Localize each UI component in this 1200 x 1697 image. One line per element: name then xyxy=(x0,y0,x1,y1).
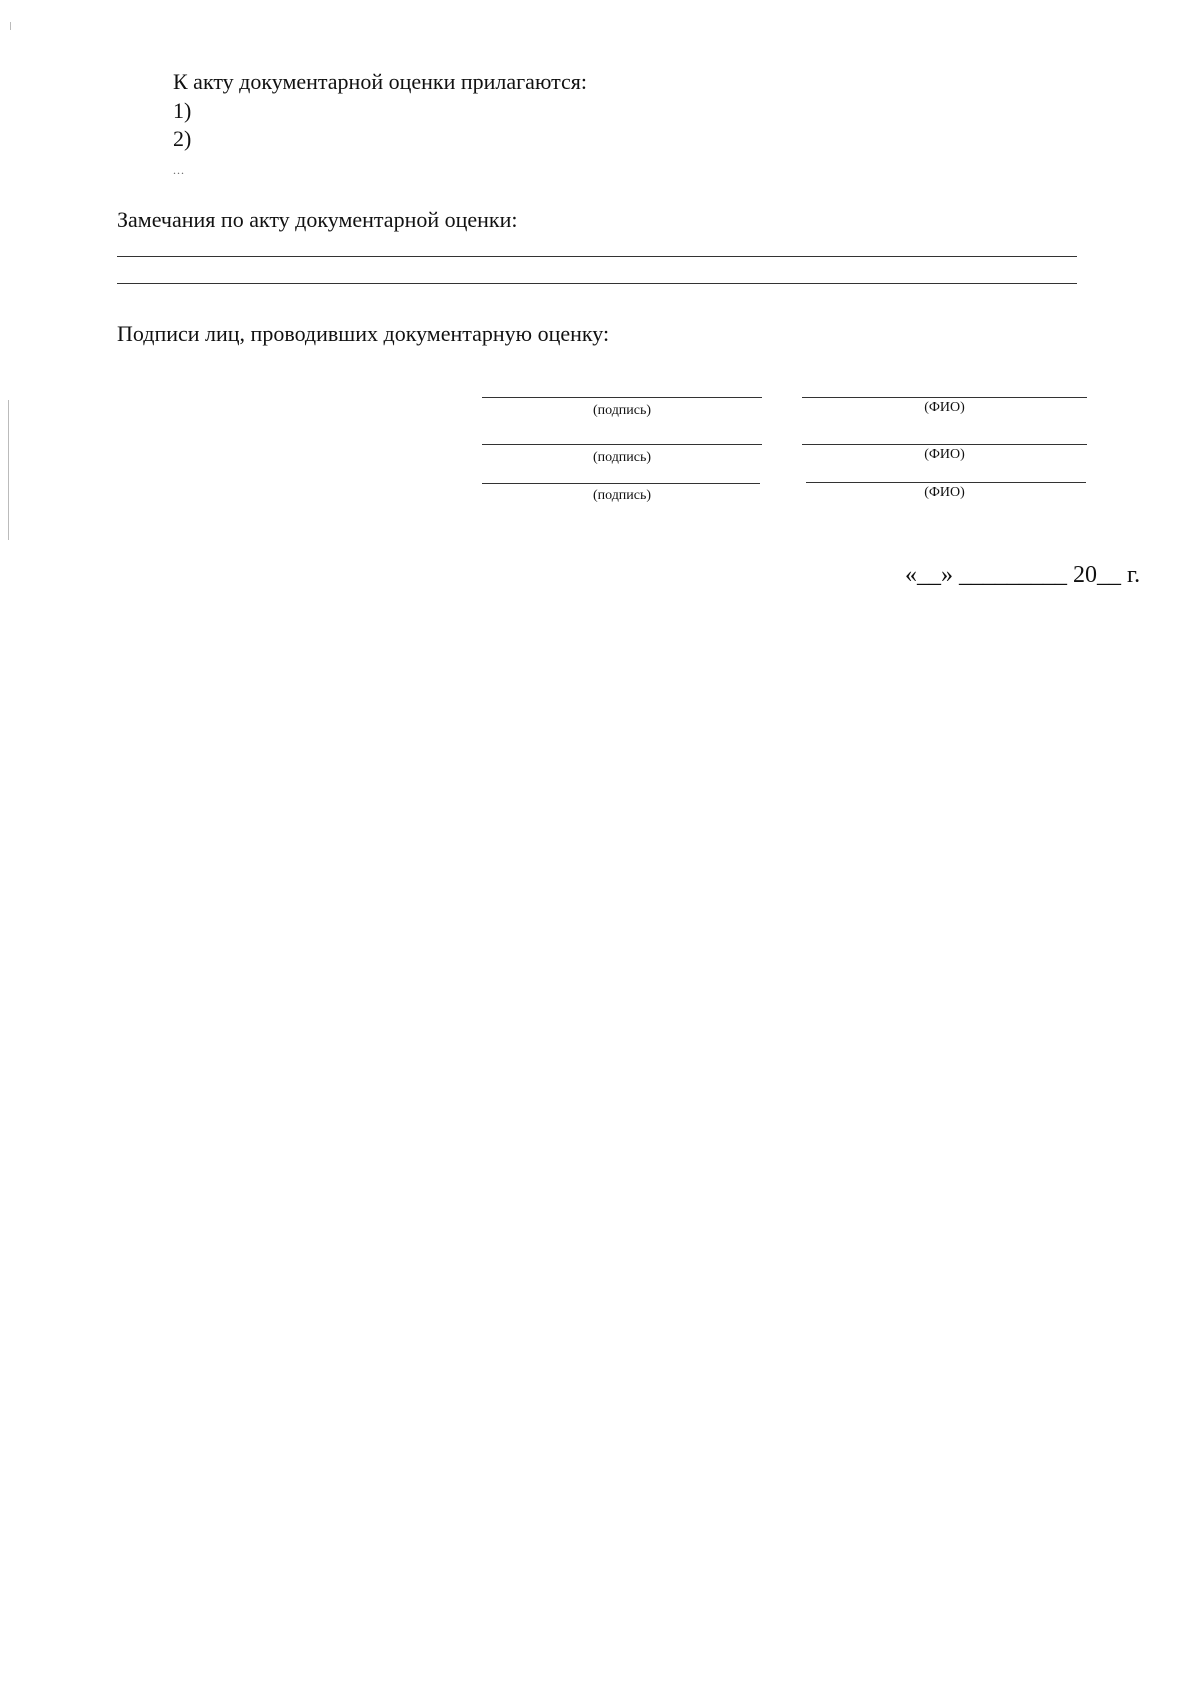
attachments-ellipsis: ... xyxy=(173,163,185,177)
signature-line xyxy=(482,483,760,484)
name-line xyxy=(806,482,1086,483)
date-year-suffix: г. xyxy=(1127,562,1141,588)
scan-artifact xyxy=(8,400,9,540)
date-year-prefix: 20 xyxy=(1073,562,1097,588)
attachment-item-1: 1) xyxy=(173,98,192,123)
name-label: (ФИО) xyxy=(924,400,965,415)
signature-label: (подпись) xyxy=(592,403,652,418)
date-month-blank: _________ xyxy=(959,562,1067,588)
name-label: (ФИО) xyxy=(924,447,965,462)
signature-line xyxy=(482,397,762,398)
attachment-item-2: 2) xyxy=(173,126,192,151)
signature-label: (подпись) xyxy=(592,450,652,465)
date-open-quote: « xyxy=(905,562,917,588)
remarks-line-2 xyxy=(117,283,1077,284)
date-year-blank: __ xyxy=(1097,562,1121,588)
remarks-line-1 xyxy=(117,256,1077,257)
remarks-heading: Замечания по акту документарной оценки: xyxy=(117,207,518,232)
date-day-blank: __ xyxy=(917,562,941,588)
scan-artifact xyxy=(10,22,11,30)
name-line xyxy=(802,444,1087,445)
signature-line xyxy=(482,444,762,445)
signatures-heading: Подписи лиц, проводивших документарную оценку: xyxy=(117,321,610,346)
attachments-heading: К акту документарной оценки прилагаются: xyxy=(173,69,587,94)
name-line xyxy=(802,397,1087,398)
date-close-quote: » xyxy=(941,562,953,588)
signature-label: (подпись) xyxy=(592,488,652,503)
date-line xyxy=(905,561,1140,589)
name-label: (ФИО) xyxy=(924,485,965,500)
